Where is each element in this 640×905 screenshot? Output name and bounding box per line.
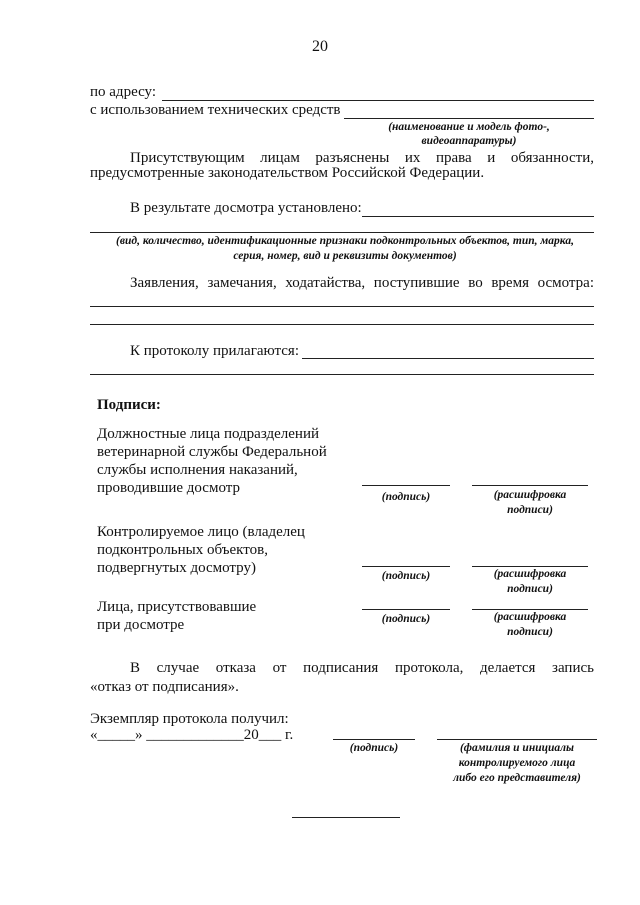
attached-field-line-2[interactable]: [90, 374, 594, 375]
signatures-title: Подписи:: [97, 397, 161, 413]
copy-sign-hint: (подпись): [349, 742, 399, 754]
officials-line-4: проводившие досмотр: [97, 480, 240, 496]
officials-decode-hint-2: подписи): [507, 504, 553, 516]
result-hint-1: (вид, количество, идентификационные признаки подконтрольных объектов, тип, марка,: [116, 235, 574, 247]
statements-label: Заявления, замечания, ходатайства, поступившие во время осмотра:: [130, 275, 594, 291]
present-sign-hint: (подпись): [381, 613, 431, 625]
officials-line-1: Должностные лица подразделений: [97, 426, 320, 442]
bottom-divider: [292, 817, 400, 818]
copy-received-label: Экземпляр протокола получил:: [90, 711, 289, 727]
copy-name-hint-1: (фамилия и инициалы: [459, 742, 575, 754]
controlled-sign-hint: (подпись): [381, 570, 431, 582]
refusal-text-line-2: «отказ от подписания».: [90, 679, 239, 695]
present-line-1: Лица, присутствовавшие: [97, 599, 257, 615]
rights-text-line-1: Присутствующим лицам разъяснены их права и обязанности,: [130, 150, 594, 166]
controlled-line-1: Контролируемое лицо (владелец: [97, 524, 305, 540]
present-decode-hint-2: подписи): [507, 626, 553, 638]
officials-signature-field[interactable]: [362, 485, 450, 486]
copy-received-date[interactable]: «_____» _____________20___ г.: [90, 727, 294, 743]
page-number: 20: [312, 38, 328, 55]
present-line-2: при досмотре: [97, 617, 185, 633]
controlled-decode-field[interactable]: [472, 566, 588, 567]
tech-means-label: с использованием технических средств: [90, 102, 341, 118]
officials-sign-hint: (подпись): [381, 491, 431, 503]
officials-decode-hint-1: (расшифровка: [493, 489, 567, 501]
result-label: В результате досмотра установлено:: [130, 200, 362, 216]
result-field-line-2[interactable]: [90, 232, 594, 233]
address-label: по адресу:: [90, 84, 157, 100]
rights-text-line-2: предусмотренные законодательством Российской Федерации.: [90, 165, 485, 181]
controlled-signature-field[interactable]: [362, 566, 450, 567]
attached-field[interactable]: [302, 358, 594, 359]
controlled-line-2: подконтрольных объектов,: [97, 542, 268, 558]
result-hint-2: серия, номер, вид и реквизиты документов): [233, 250, 457, 262]
officials-line-2: ветеринарной службы Федеральной: [97, 444, 327, 460]
copy-name-hint-3: либо его представителя): [453, 772, 581, 784]
tech-means-field[interactable]: [344, 118, 594, 119]
controlled-decode-hint-2: подписи): [507, 583, 553, 595]
officials-decode-field[interactable]: [472, 485, 588, 486]
tech-means-hint-1: (наименование и модель фото-,: [388, 121, 550, 133]
address-field[interactable]: [162, 100, 594, 101]
copy-signature-field[interactable]: [333, 739, 415, 740]
officials-line-3: службы исполнения наказаний,: [97, 462, 298, 478]
controlled-line-3: подвергнутых досмотру): [97, 560, 256, 576]
statements-field-line-1[interactable]: [90, 306, 594, 307]
refusal-text-line-1: В случае отказа от подписания протокола, делается запись: [130, 660, 594, 676]
tech-means-hint-2: видеоаппаратуры): [421, 135, 517, 147]
present-decode-field[interactable]: [472, 609, 588, 610]
copy-name-field[interactable]: [437, 739, 597, 740]
controlled-decode-hint-1: (расшифровка: [493, 568, 567, 580]
present-decode-hint-1: (расшифровка: [493, 611, 567, 623]
present-signature-field[interactable]: [362, 609, 450, 610]
copy-name-hint-2: контролируемого лица: [458, 757, 576, 769]
attached-label: К протоколу прилагаются:: [130, 343, 299, 359]
statements-field-line-2[interactable]: [90, 324, 594, 325]
result-field[interactable]: [362, 216, 594, 217]
